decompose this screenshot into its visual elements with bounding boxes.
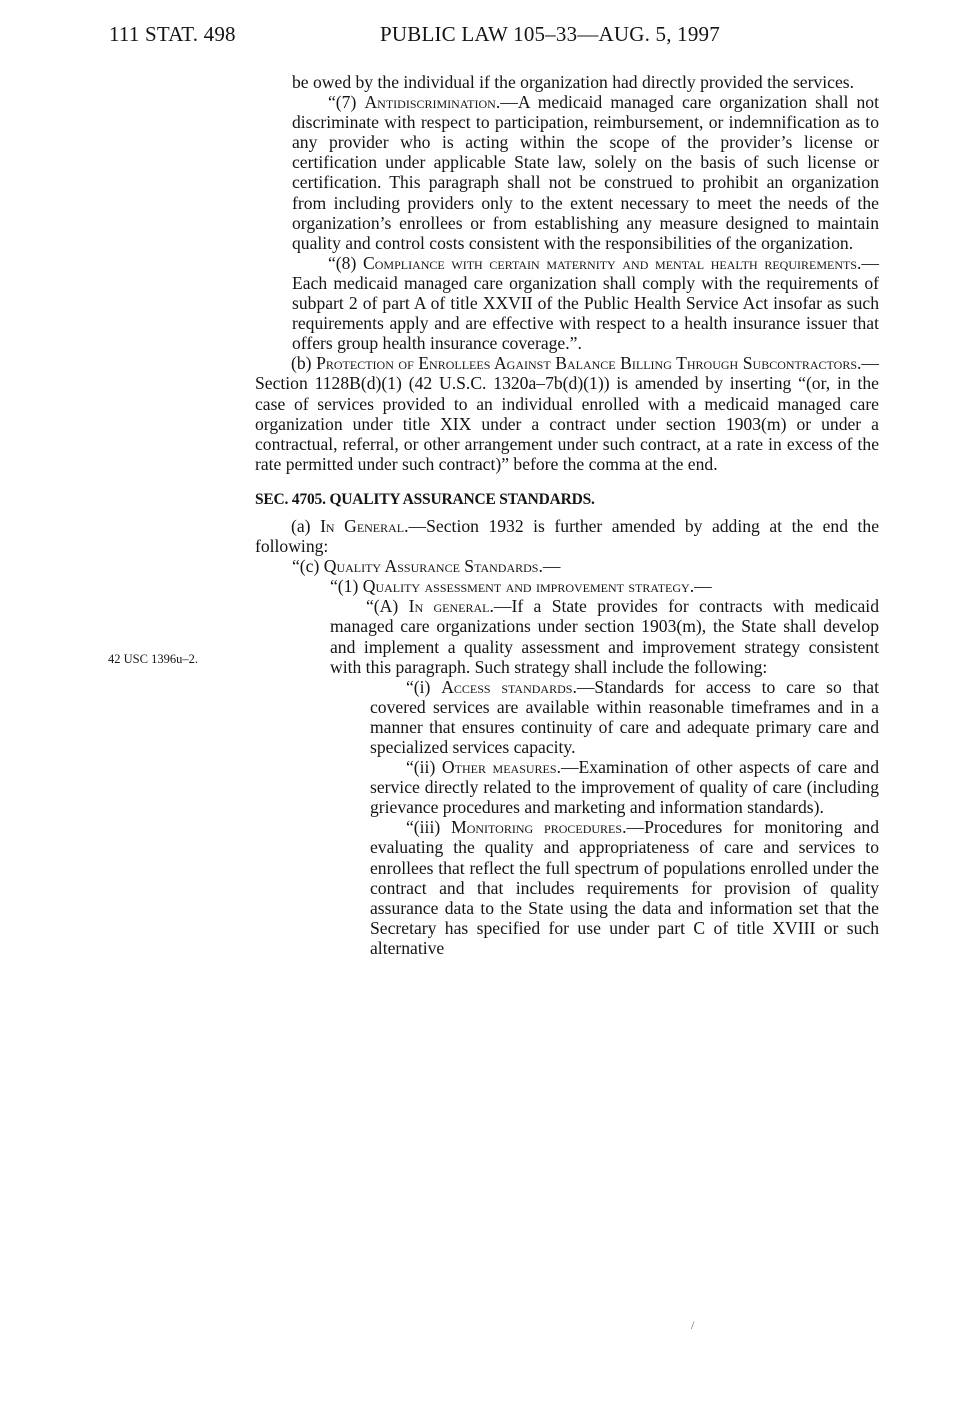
document-body [0, 72, 953, 958]
paragraph-text: .—Section 1128B(d)(1) (42 U.S.C. 1320a–7b(d)(1)) is amended by inserting “(or, in the case of services provided to an individual enrolled with a medicaid managed care organization under title XIX under a contract under section 1903(m) or under a contractual, referral, or other arrangement under such contract, at a rate in excess of the rate permitted under such contract)” before the comma at the end. [255, 353, 879, 474]
paragraph-label: (b) [291, 353, 317, 374]
paragraph-heading: Other measures [441, 757, 557, 778]
paragraph-a [255, 516, 879, 556]
clause-ii [370, 757, 879, 817]
paragraph-b [255, 353, 879, 474]
running-title-header: PUBLIC LAW 105–33—AUG. 5, 1997 [380, 22, 720, 46]
paragraph-heading: Quality Assurance Standards [323, 556, 539, 577]
paragraph-text: .—Standards for access to care so that covered services are available within reasonable timeframes and in a manner that ensures continuity of care and adequate primary care and specialized services capacity. [370, 676, 879, 757]
paragraph-text: .— [689, 576, 712, 597]
paragraph-text: .—Examination of other aspects of care and service directly related to the improvement of quality of care (including grievance procedures and marketing and information standards). [370, 757, 879, 818]
paragraph-c1 [330, 576, 879, 596]
continued-paragraph [292, 72, 879, 92]
paragraph-8 [292, 253, 879, 353]
paragraph-heading: Protection of Enrollees Against Balance Billing Through Subcontractors [316, 353, 857, 374]
paragraph-label: “(8) [328, 252, 363, 273]
paragraph-label: “(c) [292, 556, 324, 577]
subparagraph-A [330, 596, 879, 676]
clause-iii [370, 817, 879, 958]
clause-i [370, 677, 879, 757]
paragraph-text: be owed by the individual if the organization had directly provided the services. [292, 72, 855, 92]
paragraph-label: “(i) [406, 676, 442, 697]
paragraph-7 [292, 92, 879, 253]
paragraph-text: .—A medicaid managed care organization shall not discriminate with respect to participation, reimbursement, or indemnification as to any provider who is acting within the scope of the provider’s license or certification under applicable State law, solely on the basis of such license or certification. This paragraph shall not be construed to prohibit an organization from including providers only to the extent necessary to meet the needs of the organization’s enrollees or from establishing any measure designed to maintain quality and control costs consistent with the responsibilities of the organization. [292, 92, 879, 253]
paragraph-label: “(iii) [406, 817, 452, 838]
paragraph-text: .—Each medicaid managed care organization shall comply with the requirements of subpart 2 of part A of title XXVII of the Public Health Service Act insofar as such requirements apply and are effective with respect to a health insurance issuer that offers group health insurance coverage.”. [292, 252, 879, 354]
paragraph-text: .— [538, 556, 561, 577]
paragraph-label: “(ii) [406, 757, 442, 778]
paragraph-text: .—Section 1932 is further amended by adding at the end the following: [255, 515, 880, 557]
paragraph-text: .—If a State provides for contracts with medicaid managed care organizations under section 1903(m), the State shall develop and implement a quality assessment and improvement strategy consistent with this paragraph. Such strategy shall include the following: [330, 596, 879, 677]
stray-mark: / [691, 1318, 695, 1332]
paragraph-heading: Compliance with certain maternity and mental health requirements [363, 252, 857, 273]
margin-citation-note: 42 USC 1396u–2. [108, 652, 198, 666]
paragraph-label: “(7) [328, 92, 365, 113]
paragraph-text: .—Procedures for monitoring and evaluating the quality and appropriateness of care and services to enrollees that reflect the full spectrum of populations enrolled under the contract and that includes requirements for provision of quality assurance data to the State using the data and information set that the Secretary has specified for use under part C of title XVIII or such alternative [370, 817, 880, 958]
subsection-c [292, 556, 879, 576]
paragraph-heading: Monitoring procedures [451, 817, 623, 838]
paragraph-label: “(1) [330, 576, 363, 597]
paragraph-heading: Quality assessment and improvement strategy [362, 576, 690, 597]
paragraph-heading: Access standards [441, 676, 573, 697]
paragraph-heading: In General [320, 515, 405, 536]
section-heading: SEC. 4705. QUALITY ASSURANCE STANDARDS. [255, 490, 595, 508]
page-number-header: 111 STAT. 498 [109, 22, 236, 46]
paragraph-label: (a) [291, 515, 321, 536]
paragraph-label: “(A) [366, 596, 409, 617]
paragraph-heading: In general [408, 596, 490, 617]
paragraph-heading: Antidiscrimination [364, 92, 496, 113]
